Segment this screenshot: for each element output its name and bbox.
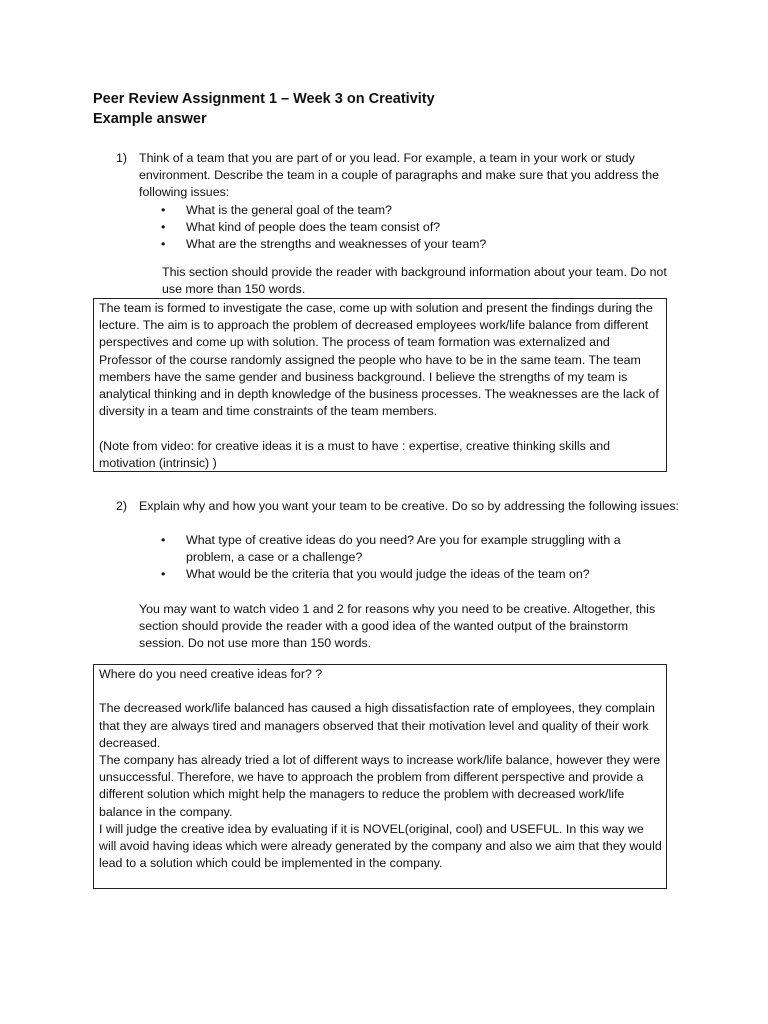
question-1-number: 1): [116, 151, 128, 165]
list-item: • What are the strengths and weaknesses of your team?: [160, 236, 660, 253]
list-item: • What is the general goal of the team?: [160, 202, 660, 219]
bullet-icon: •: [161, 533, 166, 547]
answer-2-heading: Where do you need creative ideas for? ?: [99, 667, 323, 681]
question-2-number: 2): [116, 499, 128, 513]
answer-1-paragraph: The team is formed to investigate the case, come up with solution and present the findings during the lecture. The aim is to approach the problem of decreased employees work/life balance from different perspectives and come up with solution. The process of team formation was externalized and Professor of the course randomly assigned the people who have to be in the same team. The team members have the same gender and business background. I believe the strengths of my team is analytical thinking and in depth knowledge of the business processes. The weaknesses are the lack of diversity in a team and time constraints of the team members.: [99, 301, 659, 419]
bullet-icon: •: [161, 567, 166, 582]
answer-1-note: (Note from video: for creative ideas it is a must to have : expertise, creative thinking skills and motivation (intrinsic) ): [99, 438, 610, 470]
list-item: • What kind of people does the team consist of?: [160, 219, 660, 236]
answer-box-2: [93, 664, 667, 889]
bullet-icon: •: [161, 237, 166, 252]
document-title: [93, 89, 435, 129]
title-line-1: Peer Review Assignment 1 – Week 3 on Creativity: [93, 91, 435, 107]
list-item: • What would be the criteria that you would judge the ideas of the team on?: [160, 566, 650, 583]
title-line-2: Example answer: [93, 111, 207, 127]
question-2-bullets: [160, 532, 650, 584]
answer-2-paragraph-2: The company has already tried a lot of different ways to increase work/life balance, however they were unsuccessful. Therefore, we have to approach the problem from different perspective and provide a different solution which might help the managers to reduce the problem with decreased work/life balance in the company.: [99, 753, 661, 819]
answer-box-1: [93, 298, 667, 472]
question-1-bullets: [160, 202, 660, 254]
bullet-icon: •: [161, 220, 166, 235]
answer-2-paragraph-3: I will judge the creative idea by evaluating if it is NOVEL(original, cool) and USEFUL. In this way we will avoid having ideas which were already generated by the company and also we aim that they would lead to a solution which could be implemented in the company.: [99, 821, 662, 871]
question-2-text: Explain why and how you want your team to be creative. Do so by addressing the following issues:: [139, 499, 679, 513]
question-1-text: Think of a team that you are part of or you lead. For example, a team in your work or study environment. Describe the team in a couple of paragraphs and make sure that you address the following issues:: [139, 151, 660, 200]
answer-2-paragraph-1: The decreased work/life balanced has caused a high dissatisfaction rate of employees, they complain that they are always tired and managers observed that their motivation level and quality of their work decreased.: [99, 701, 655, 750]
question-1-note: This section should provide the reader with background information about your team. Do not use more than 150 words.: [162, 265, 667, 297]
question-2-note: You may want to watch video 1 and 2 for reasons why you need to be creative. Altogether, this section should provide the reader with a good idea of the wanted output of the brainstorm session. Do not use more than 150 words.: [139, 602, 656, 651]
bullet-icon: •: [161, 203, 166, 217]
list-item: • What type of creative ideas do you need? Are you for example struggling with a problem, a case or a challenge?: [161, 533, 621, 565]
